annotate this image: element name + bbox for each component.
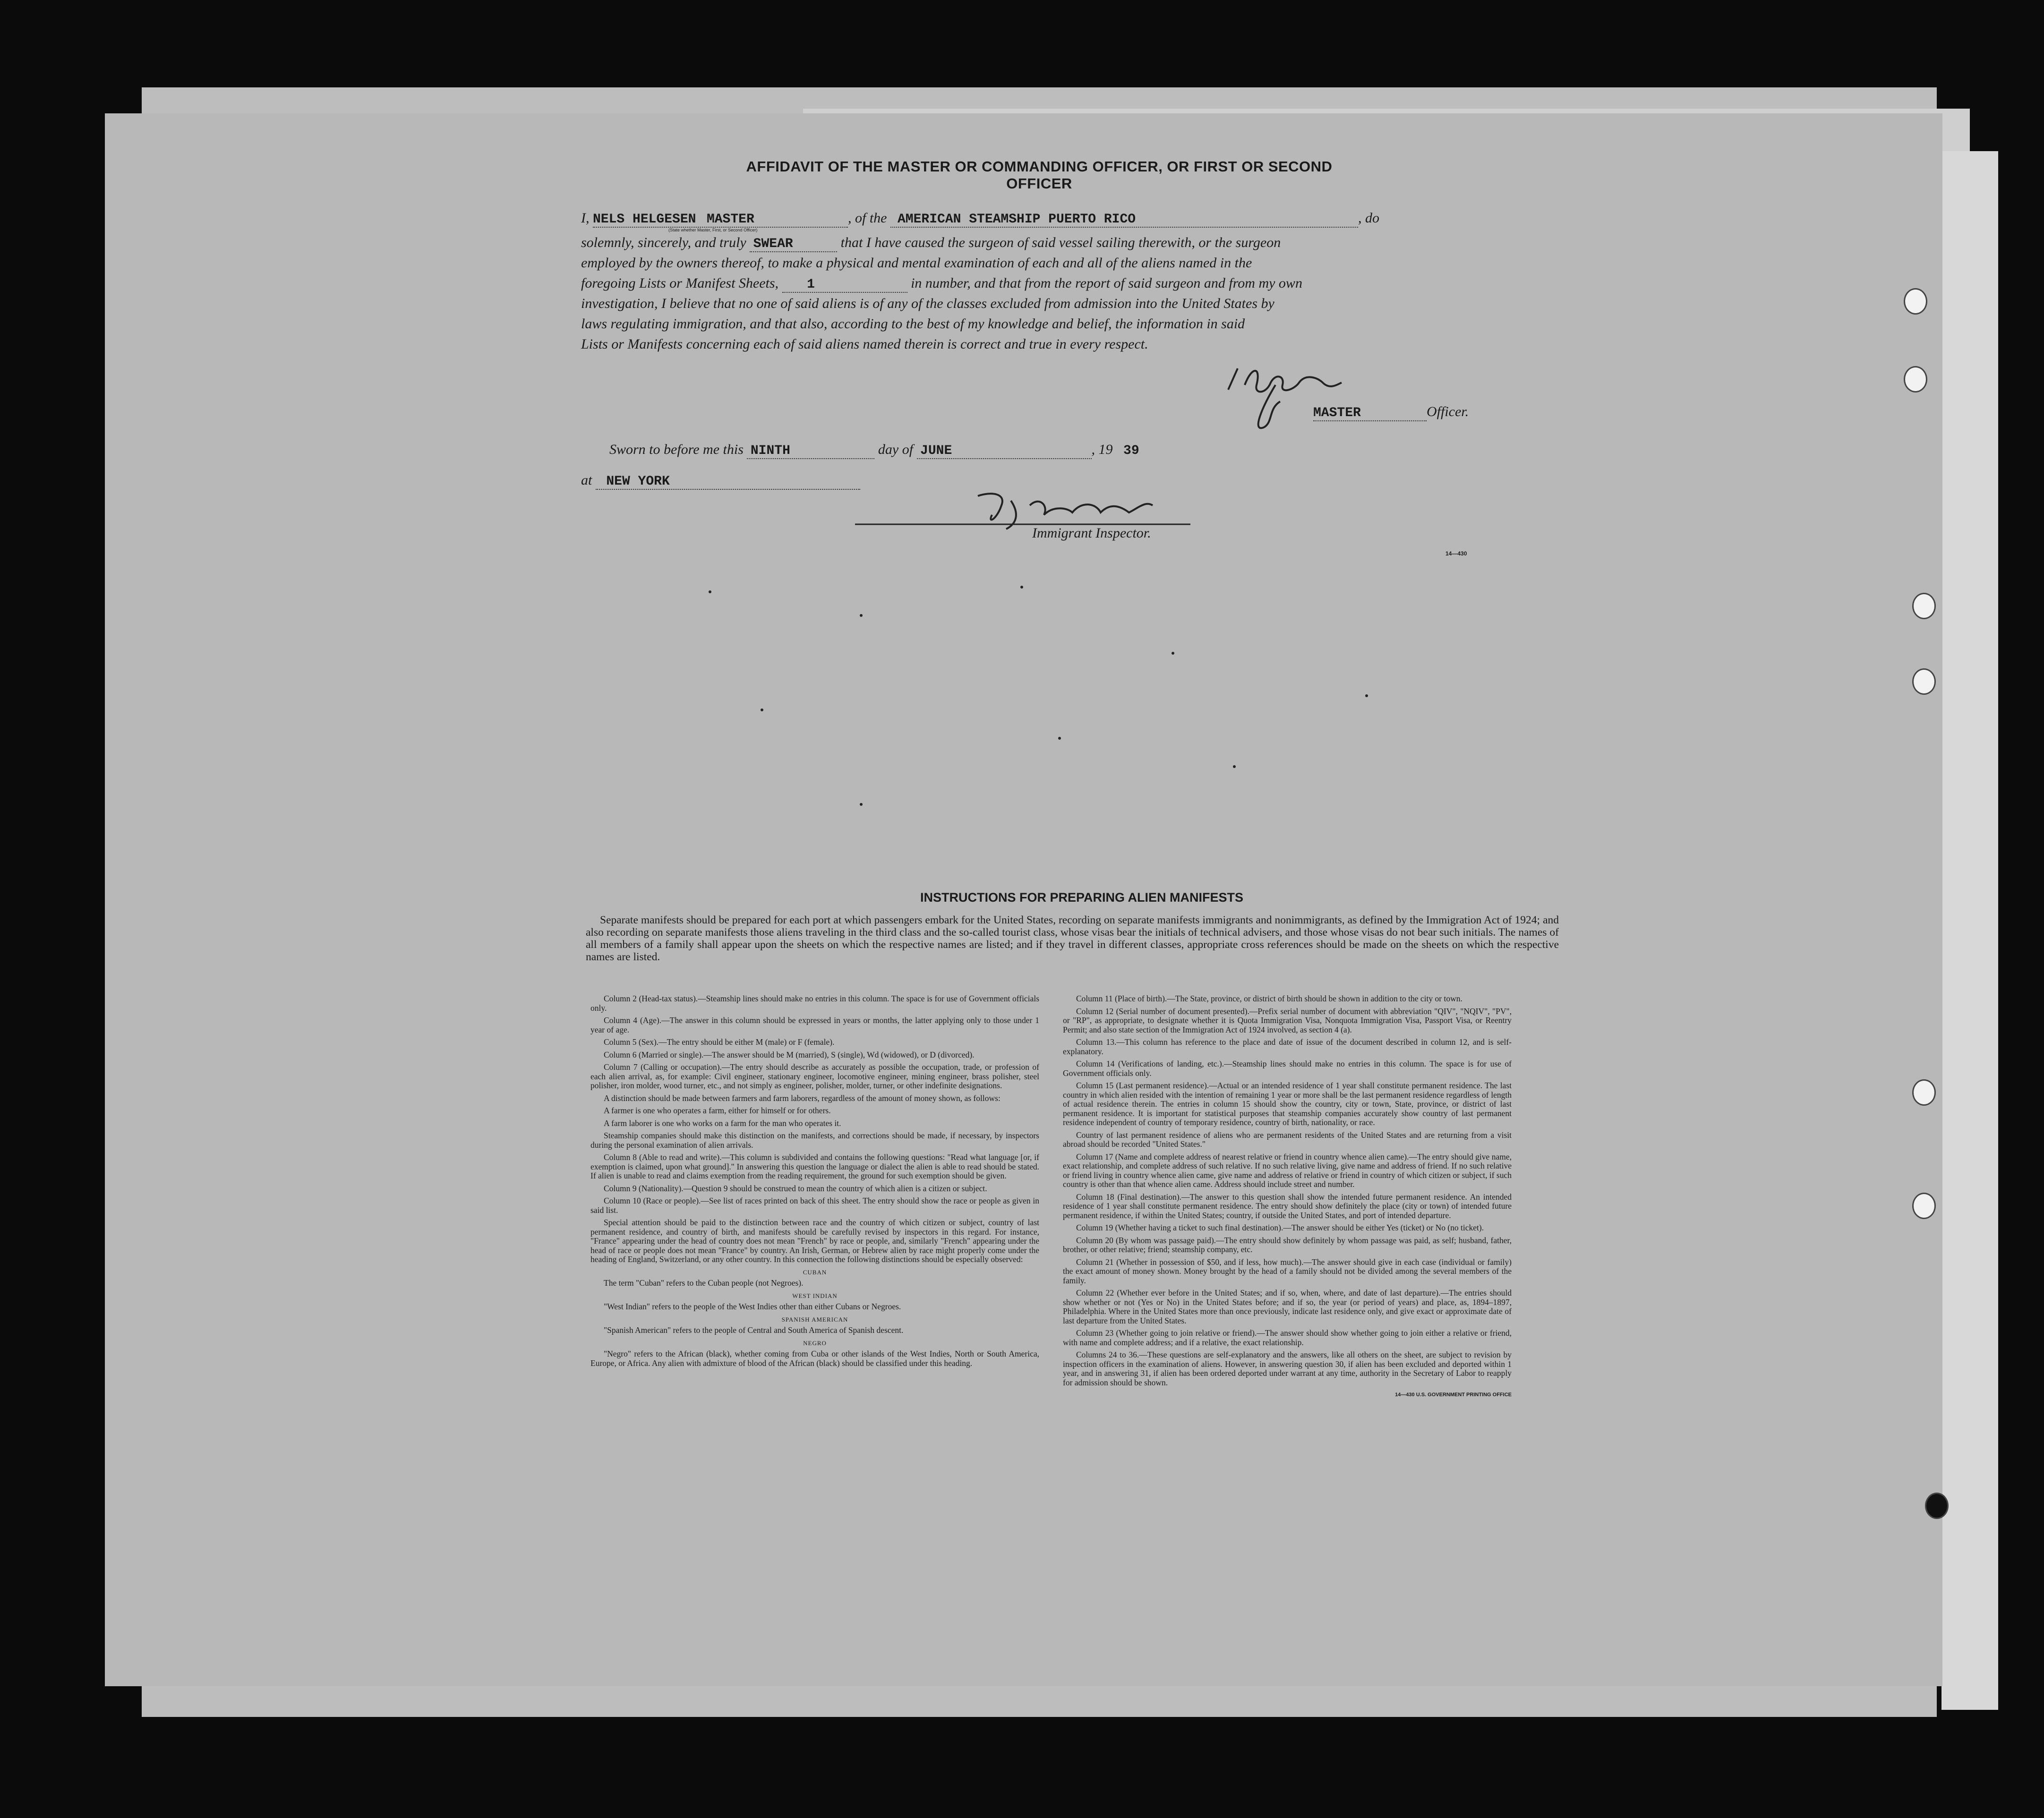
spanish-american-heading: SPANISH AMERICAN xyxy=(781,1315,848,1323)
instruction-paragraph: Column 4 (Age).—The answer in this column should be expressed in years or months, the latter applying only to those under 1 year of age. xyxy=(590,1016,1039,1034)
instruction-paragraph: Column 14 (Verifications of landing, etc.).—Steamship lines should make no entries in this column. The space is for use of Government officials only. xyxy=(1063,1059,1512,1078)
instruction-paragraph: Column 22 (Whether ever before in the United States; and if so, when, where, and date of last departure).—The entries should show whether or not (Yes or No) in the United States before; and if so, the year (or period of years) and place, as, 1894–1897, Philadelphia. Where in the United States more than once previously, indicate last residence only, and give exact or approximate date of last departure from the United States. xyxy=(1063,1288,1512,1325)
sworn-day: NINTH xyxy=(750,444,790,458)
instruction-paragraph: Column 13.—This column has reference to the place and date of issue of the document described in column 12, and is self-explanatory. xyxy=(1063,1037,1512,1056)
signer-rank-line xyxy=(1313,404,1502,421)
officer-suffix: Officer. xyxy=(1427,404,1469,419)
instruction-paragraph: Column 10 (Race or people).—See list of races printed on back of this sheet. The entry should show the race or people as given in said list. xyxy=(590,1196,1039,1215)
spanish-american-definition: "Spanish American" refers to the people of Central and South America of Spanish descent. xyxy=(604,1325,904,1335)
scan-speck xyxy=(1233,765,1236,768)
instruction-paragraph: A farm laborer is one who works on a farm for the man who operates it. xyxy=(604,1118,841,1128)
punch-hole xyxy=(1912,668,1936,695)
punch-hole xyxy=(1912,1193,1936,1219)
instruction-paragraph: Column 18 (Final destination).—The answer to this question shall show the intended future permanent residence. An intended residence of 1 year shall constitute permanent residence. The entry should show definitely the place (city or town) of intended future permanent residence, if within the United States; country, if outside the United States, and port of intended departure. xyxy=(1063,1192,1512,1220)
sworn-line: Sworn to before me this NINTH day of JUNE , 19 39 xyxy=(609,442,1139,458)
sworn-year: 39 xyxy=(1123,444,1139,458)
instruction-paragraph: Columns 24 to 36.—These questions are self-explanatory and the answers, like all others on the sheet, are subject to revision by inspection officers in the examination of aliens. However, in answering question 30, if alien has been excluded and deported within 1 year, and in answering 31, if alien has been ordered deported under warrant at any time, authority in the Secretary of Labor to reapply for admission should be shown. xyxy=(1063,1350,1512,1387)
scan-speck xyxy=(860,803,863,806)
sworn-place: NEW YORK xyxy=(606,474,670,489)
instruction-paragraph: Column 20 (By whom was passage paid).—The entry should show definitely by whom passage was paid, as self; husband, father, brother, or other relative; friend; steamship company, etc. xyxy=(1063,1235,1512,1254)
instruction-paragraph: A distinction should be made between farmers and farm laborers, regardless of the amount of money shown, as follows: xyxy=(604,1093,1001,1103)
punch-hole xyxy=(1912,1079,1936,1106)
instruction-paragraph: Column 9 (Nationality).—Question 9 should be construed to mean the country of which alien is a citizen or subject. xyxy=(604,1183,987,1193)
scan-speck xyxy=(1172,652,1174,655)
oath-word: SWEAR xyxy=(753,237,793,251)
instructions-intro: Separate manifests should be prepared for each port at which passengers embark for the United States, recording on separate manifests immigrants and nonimmigrants, as defined by the Immigration Act of 1924; and also recording on separate manifests those aliens traveling in the third class and the so-called tourist class, whose visas bear the initials of technical advisers, and those whose visas do not bear such initials. The names of all members of a family shall appear upon the sheets on which the respective names are listed; and if they travel in different classes, appropriate cross references should be made on the sheets on which the respective names are listed. xyxy=(586,914,1559,963)
punch-hole xyxy=(1925,1493,1949,1519)
instruction-paragraph: Column 11 (Place of birth).—The State, province, or district of birth should be shown in addition to the city or town. xyxy=(1076,994,1462,1003)
negro-heading: NEGRO xyxy=(803,1339,827,1347)
punch-hole xyxy=(1904,366,1927,393)
instruction-paragraph: Column 8 (Able to read and write).—This column is subdivided and contains the following questions: "Read what language [or, if exemption is claimed, upon what ground]." In answering this question the language or dialect the alien is able to read should be stated. If alien is unable to read and claims exemption from the reading requirement, the ground for such exemption should be given. xyxy=(590,1152,1039,1180)
underlying-sheet-edge xyxy=(1941,151,1998,1710)
instruction-paragraph: Column 19 (Whether having a ticket to such final destination).—The answer should be either Yes (ticket) or No (no ticket). xyxy=(1076,1223,1484,1232)
master-rank: MASTER xyxy=(706,212,754,227)
form-code: 14—430 xyxy=(1445,550,1467,557)
instructions-left-column xyxy=(590,994,1039,1371)
scan-speck xyxy=(709,590,711,593)
rank-note: (State whether Master, First, or Second Officer) xyxy=(668,228,758,232)
negro-definition: "Negro" refers to the African (black), whether coming from Cuba or other islands of the West Indies, North or South America, Europe, or Africa. Any alien with admixture of blood of the African (black) should be classified under this heading. xyxy=(590,1349,1039,1368)
affidavit-line-3: employed by the owners thereof, to make a physical and mental examination of each and all of the aliens named in the xyxy=(581,255,1252,271)
printer-mark: 14—430 U.S. GOVERNMENT PRINTING OFFICE xyxy=(1395,1392,1512,1398)
west-indian-definition: "West Indian" refers to the people of the West Indies other than either Cubans or Negroes. xyxy=(604,1302,901,1311)
master-name: NELS HELGESEN xyxy=(593,212,696,227)
affidavit-line-7: Lists or Manifests concerning each of said aliens named therein is correct and true in every respect. xyxy=(581,336,1148,352)
instruction-paragraph: Column 2 (Head-tax status).—Steamship lines should make no entries in this column. The space is for use of Government officials only. xyxy=(590,994,1039,1013)
west-indian-heading: WEST INDIAN xyxy=(792,1292,838,1299)
vessel-name: AMERICAN STEAMSHIP PUERTO RICO xyxy=(898,212,1136,227)
sworn-month: JUNE xyxy=(920,444,952,458)
instruction-paragraph: Column 17 (Name and complete address of nearest relative or friend in country whence alien came).—The entry should give name, exact relationship, and complete address of such relative. If no such relative living, give name and address of friend. If no such relative or friend living in country whence alien came, give name and address of relative or friend in country of which citizen or subject, if such country is other than that whence alien came. Address should include street and number. xyxy=(1063,1152,1512,1189)
signer-rank: MASTER xyxy=(1313,406,1361,420)
affidavit-line-4: foregoing Lists or Manifest Sheets, 1 in number, and that from the report of said surgeon and from my own xyxy=(581,275,1302,292)
affidavit-line-5: investigation, I believe that no one of said aliens is of any of the classes excluded from admission into the United States by xyxy=(581,296,1274,311)
affidavit-line-6: laws regulating immigration, and that also, according to the best of my knowledge and belief, the information in said xyxy=(581,316,1245,332)
instruction-paragraph: Special attention should be paid to the distinction between race and the country of which citizen or subject, country of last permanent residence, and country of birth, and manifests should be carefully revised by inspectors in this regard. For instance, "France" appearing under the head of country does not mean "French" by race or people, and, similarly "French" appearing under the head of race or people does not mean "France" by country. An Irish, German, or Hebrew alien by race might properly come under the heading of England, Switzerland, or any other country. In this connection the following distinctions should be especially observed: xyxy=(590,1218,1039,1264)
cuban-heading: CUBAN xyxy=(803,1268,827,1276)
affidavit-line-1: I, NELS HELGESEN MASTER , of the AMERICAN STEAMSHIP PUERTO RICO , do xyxy=(581,210,1379,227)
sheet-count: 1 xyxy=(807,277,815,292)
instruction-paragraph: Column 6 (Married or single).—The answer should be M (married), S (single), Wd (widowed), or D (divorced). xyxy=(604,1050,975,1059)
scan-speck xyxy=(860,614,863,617)
instructions-right-column xyxy=(1063,994,1512,1400)
instruction-paragraph: A farmer is one who operates a farm, either for himself or for others. xyxy=(604,1106,831,1115)
scan-speck xyxy=(1365,694,1368,697)
cuban-definition: The term "Cuban" refers to the Cuban people (not Negroes). xyxy=(604,1278,804,1288)
scan-speck xyxy=(1020,586,1023,589)
instruction-paragraph: Column 23 (Whether going to join relative or friend).—The answer should show whether going to join either a relative or friend, with name and complete address; and if a relative, the exact relationship. xyxy=(1063,1328,1512,1347)
inspector-label: Immigrant Inspector. xyxy=(1032,525,1151,541)
instruction-paragraph: Column 12 (Serial number of document presented).—Prefix serial number of document with abbreviation "QIV", "NQIV", "PV", or "RP", as appropriate, to designate whether it is Quota Immigration Visa, Nonquota Immigration Visa, Passport Visa, or Reentry Permit; and also state section of the Immigration Act of 1924 involved, as section 4 (a). xyxy=(1063,1006,1512,1034)
scan-speck xyxy=(1058,737,1061,740)
punch-hole xyxy=(1904,288,1927,315)
place-line: at NEW YORK xyxy=(581,472,1006,490)
instruction-paragraph: Country of last permanent residence of aliens who are permanent residents of the United States and are returning from a visit abroad should be recorded "United States." xyxy=(1063,1130,1512,1149)
instruction-paragraph: Column 15 (Last permanent residence).—Actual or an intended residence of 1 year shall constitute permanent residence. The last country in which alien resided with the intention of remaining 1 year or more shall be the last permanent residence regardless of length of actual residence therein. The entries in column 15 should show the country, city or town, State, province, or district of last permanent residence. It is important for statistical purposes that steamship companies accurately show country of last permanent residence independent of country of temporary residence, country of birth, nationality, or race. xyxy=(1063,1081,1512,1127)
instruction-paragraph: Column 7 (Calling or occupation).—The entry should describe as accurately as possible the occupation, trade, or profession of each alien arrival, as, for example: Civil engineer, stationary engineer, locomotive engineer, mining engineer, brass polisher, steel polisher, iron molder, wood turner, etc., and not simply as engineer, polisher, molder, turner, or other indefinite designations. xyxy=(590,1062,1039,1090)
punch-hole xyxy=(1912,593,1936,619)
affidavit-line-2: solemnly, sincerely, and truly SWEAR that I have caused the surgeon of said vessel sailing therewith, or the surgeon xyxy=(581,235,1281,251)
affidavit-title: AFFIDAVIT OF THE MASTER OR COMMANDING OFFICER, OR FIRST OR SECOND OFFICER xyxy=(746,158,1333,192)
instructions-title: INSTRUCTIONS FOR PREPARING ALIEN MANIFESTS xyxy=(920,890,1244,905)
instruction-paragraph: Column 5 (Sex).—The entry should be either M (male) or F (female). xyxy=(604,1037,835,1047)
instruction-paragraph: Steamship companies should make this distinction on the manifests, and corrections should be made, if necessary, by inspectors during the personal examination of alien arrivals. xyxy=(590,1131,1039,1150)
scan-speck xyxy=(761,708,763,711)
instruction-paragraph: Column 21 (Whether in possession of $50, and if less, how much).—The answer should give in each case (individual or family) the exact amount of money shown. Money brought by the head of a family should not be divided among the several members of the family. xyxy=(1063,1257,1512,1285)
master-signature xyxy=(1223,357,1346,437)
